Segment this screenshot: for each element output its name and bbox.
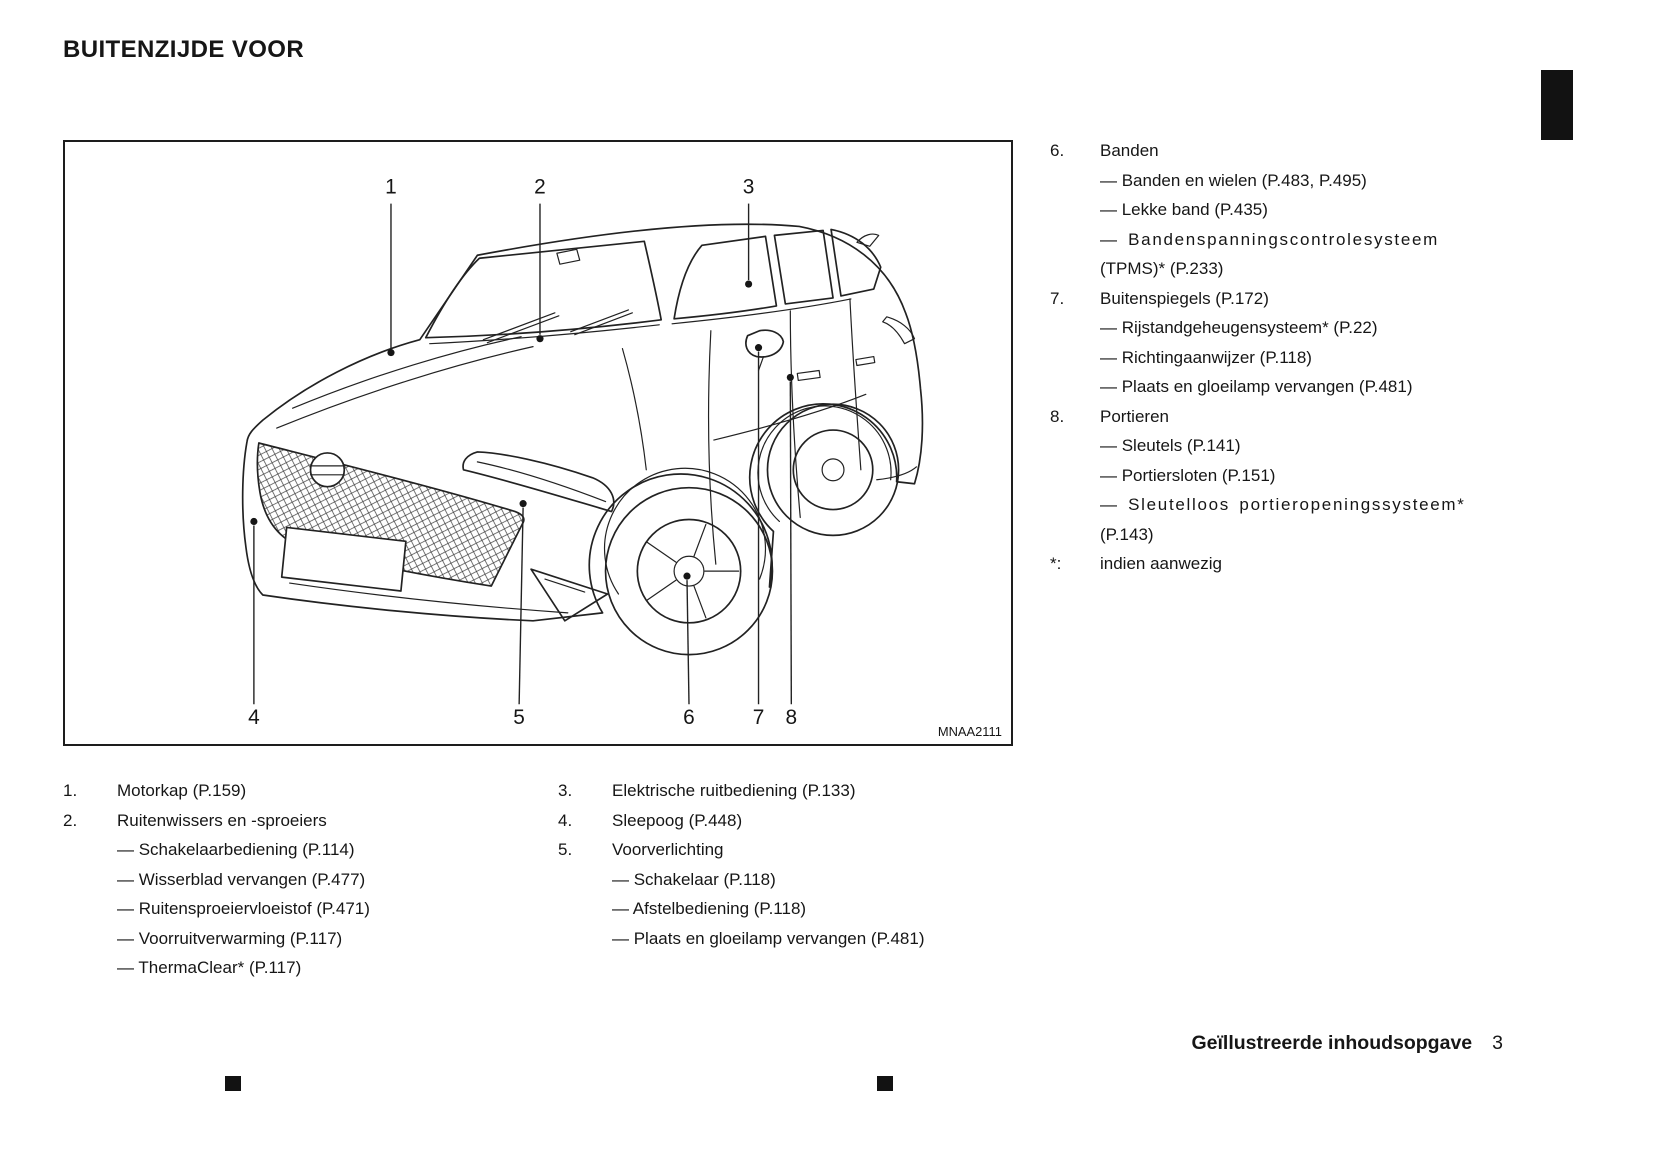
bumper-vent-line xyxy=(545,579,585,592)
hood-crease xyxy=(277,347,533,428)
mirror-stem xyxy=(759,357,764,371)
item-subentry: — Richtingaanwijzer (P.118) xyxy=(1100,347,1312,367)
item-number: 8. xyxy=(1050,406,1065,426)
rear-hub xyxy=(822,459,844,481)
door-handle xyxy=(797,370,820,380)
footer-section-title: Geïllustreerde inhoudsopgave xyxy=(1191,1032,1473,1054)
item-number: 7. xyxy=(1050,288,1065,308)
list-item xyxy=(1050,136,1550,284)
shark-fin-antenna xyxy=(857,234,879,246)
bottom-middle-list xyxy=(558,776,1038,953)
item-subentry: — Voorruitverwarming (P.117) xyxy=(117,928,343,948)
rear-tire xyxy=(767,404,898,535)
page-footer xyxy=(1191,1032,1503,1055)
hood-crease xyxy=(293,337,521,409)
footnote xyxy=(1050,549,1550,579)
list-item xyxy=(1050,284,1550,402)
taillight xyxy=(883,317,915,344)
rear-door-window xyxy=(774,230,833,304)
item-subentry: — ThermaClear* (P.117) xyxy=(117,958,302,977)
side-mirror xyxy=(746,330,783,357)
item-subentry: — Sleutelloos portieropeningssysteem* xyxy=(1100,495,1466,514)
exterior-front-figure xyxy=(65,142,1011,744)
door-handle xyxy=(856,357,875,366)
item-subentry: — Rijstandgeheugensysteem* (P.22) xyxy=(1100,318,1378,337)
list-item xyxy=(63,776,533,806)
item-subentry: — Schakelaarbediening (P.114) xyxy=(117,840,355,859)
figure-code: MNAA2111 xyxy=(937,724,1002,740)
page-title: BUITENZIJDE VOOR xyxy=(63,36,305,63)
footer-page-number: 3 xyxy=(1492,1032,1503,1054)
item-label: Sleepoog (P.448) xyxy=(612,810,743,830)
item-subentry: — Plaats en gloeilamp vervangen (P.481) xyxy=(1100,377,1413,396)
front-hub xyxy=(674,556,704,586)
belt-line xyxy=(672,299,851,324)
callout-number-5: 5 xyxy=(513,706,525,730)
item-subentry: — Plaats en gloeilamp vervangen (P.481) xyxy=(612,928,925,948)
figure-frame xyxy=(63,140,1013,746)
callout-number-1: 1 xyxy=(385,175,397,199)
car-illustration xyxy=(243,224,923,654)
bottom-left-list xyxy=(63,776,533,983)
callout-number-8: 8 xyxy=(785,706,798,730)
front-tire xyxy=(606,488,773,655)
print-registration-mark xyxy=(225,1076,241,1091)
item-number: 3. xyxy=(558,781,573,800)
item-label: Buitenspiegels (P.172) xyxy=(1100,288,1269,308)
right-column-list xyxy=(1050,136,1550,579)
cowl-line xyxy=(430,325,659,344)
item-subentry: — Banden en wielen (P.483, P.495) xyxy=(1100,170,1367,190)
list-item xyxy=(63,806,533,983)
item-subentry: — Wisserblad vervangen (P.477) xyxy=(117,869,366,889)
item-subentry-continuation: (TPMS)* (P.233) xyxy=(1100,259,1224,278)
item-label: Banden xyxy=(1100,141,1159,160)
list-item xyxy=(558,776,1038,806)
item-label: Portieren xyxy=(1100,406,1169,426)
chapter-tab-marker xyxy=(1541,70,1573,140)
callout-number-3: 3 xyxy=(742,175,755,199)
item-label: Motorkap (P.159) xyxy=(117,781,247,800)
front-door-window xyxy=(674,236,776,318)
item-subentry: — Portiersloten (P.151) xyxy=(1100,465,1276,485)
front-spokes xyxy=(647,524,738,617)
door-seam xyxy=(709,331,716,564)
print-registration-mark xyxy=(877,1076,893,1091)
door-seam xyxy=(850,299,861,470)
item-subentry: — Sleutels (P.141) xyxy=(1100,436,1241,455)
fender-line xyxy=(622,349,646,470)
item-label: Elektrische ruitbediening (P.133) xyxy=(612,781,856,800)
item-subentry: — Lekke band (P.435) xyxy=(1100,200,1268,219)
item-number: 6. xyxy=(1050,141,1065,160)
item-label: Ruitenwissers en -sproeiers xyxy=(117,810,327,830)
item-subentry-continuation: (P.143) xyxy=(1100,524,1154,544)
item-subentry: — Afstelbediening (P.118) xyxy=(612,899,807,918)
callout-number-2: 2 xyxy=(534,175,546,199)
item-subentry: — Schakelaar (P.118) xyxy=(612,869,776,889)
item-number: 5. xyxy=(558,840,573,859)
item-number: 2. xyxy=(63,810,78,830)
list-item xyxy=(1050,402,1550,550)
callout-number-7: 7 xyxy=(752,706,765,730)
callout-number-4: 4 xyxy=(248,706,260,730)
callout-number-6: 6 xyxy=(683,706,695,730)
footnote-symbol: *: xyxy=(1050,554,1062,573)
item-label: Voorverlichting xyxy=(612,840,724,859)
bumper-lip xyxy=(290,583,568,613)
list-item xyxy=(558,835,1038,953)
brand-badge xyxy=(311,453,345,487)
item-number: 4. xyxy=(558,810,573,830)
item-subentry: — Ruitensproeiervloeistof (P.471) xyxy=(117,899,370,918)
headlight-inner-line xyxy=(477,462,605,502)
interior-mirror xyxy=(557,249,580,264)
item-subentry: — Bandenspanningscontrolesysteem xyxy=(1100,229,1440,249)
item-number: 1. xyxy=(63,781,78,800)
list-item xyxy=(558,806,1038,836)
windshield xyxy=(426,241,661,337)
footnote-text: indien aanwezig xyxy=(1100,554,1222,573)
